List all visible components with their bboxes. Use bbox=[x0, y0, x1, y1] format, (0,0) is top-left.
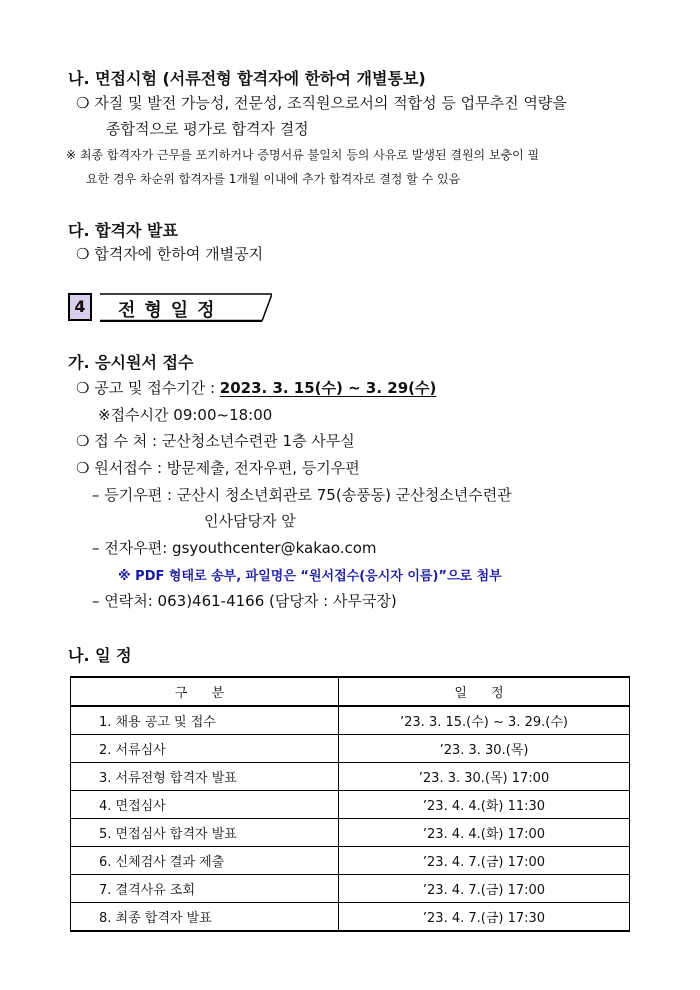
application-place: ❍ 접 수 처 : 군산청소년수련관 1층 사무실 bbox=[76, 432, 355, 450]
row-category: 8. 최종 합격자 발표 bbox=[71, 903, 339, 932]
interview-note-line1: ※ 최종 합격자가 근무를 포기하거나 증명서류 불일치 등의 사유로 발생된 결원의 보충이 필 bbox=[66, 148, 540, 162]
row-date: ’23. 4. 7.(금) 17:00 bbox=[339, 847, 630, 875]
table-row bbox=[71, 735, 630, 763]
email-line: – 전자우편: gsyouthcenter@kakao.com bbox=[92, 539, 377, 557]
table-row bbox=[71, 819, 630, 847]
row-date: ’23. 3. 30.(목) bbox=[339, 735, 630, 763]
row-date: ’23. 4. 4.(화) 11:30 bbox=[339, 791, 630, 819]
interview-note-line2: 요한 경우 차순위 합격자를 1개월 이내에 추가 합격자로 결정 할 수 있음 bbox=[86, 172, 461, 186]
row-category: 1. 채용 공고 및 접수 bbox=[71, 706, 339, 735]
header-category: 구 분 bbox=[71, 677, 339, 706]
row-date: ’23. 3. 30.(목) 17:00 bbox=[339, 763, 630, 791]
row-category: 4. 면접심사 bbox=[71, 791, 339, 819]
row-category: 2. 서류심사 bbox=[71, 735, 339, 763]
contact-line: – 연락처: 063)461-4166 (담당자 : 사무국장) bbox=[92, 592, 397, 610]
interview-bullet-line1: ❍ 자질 및 발전 가능성, 전문성, 조직원으로서의 적합성 등 업무추진 역량을 bbox=[76, 94, 567, 112]
row-date: ’23. 4. 4.(화) 17:00 bbox=[339, 819, 630, 847]
table-row bbox=[71, 706, 630, 735]
interview-bullet-line2: 종합적으로 평가로 합격자 결정 bbox=[106, 120, 309, 138]
row-date: ’23. 3. 15.(수) ~ 3. 29.(수) bbox=[339, 706, 630, 735]
application-method: ❍ 원서접수 : 방문제출, 전자우편, 등기우편 bbox=[76, 459, 360, 477]
header-schedule: 일 정 bbox=[339, 677, 630, 706]
table-row bbox=[71, 875, 630, 903]
application-period-value: 2023. 3. 15(수) ~ 3. 29(수) bbox=[219, 379, 437, 397]
registered-mail-line2: 인사담당자 앞 bbox=[204, 512, 296, 530]
row-category: 6. 신체검사 결과 제출 bbox=[71, 847, 339, 875]
row-category: 3. 서류전형 합격자 발표 bbox=[71, 763, 339, 791]
announcement-bullet: ❍ 합격자에 한하여 개별공지 bbox=[76, 245, 264, 263]
section-heading-schedule: 나. 일 정 bbox=[68, 646, 132, 665]
row-category: 7. 결격사유 조회 bbox=[71, 875, 339, 903]
section-number-box: 4 bbox=[68, 293, 92, 321]
section-title: 전형일정 bbox=[118, 300, 224, 321]
table-header-row bbox=[71, 677, 630, 706]
registered-mail-line1: – 등기우편 : 군산시 청소년회관로 75(송풍동) 군산청소년수련관 bbox=[92, 486, 512, 504]
section-heading-announcement: 다. 합격자 발표 bbox=[68, 221, 178, 240]
table-row bbox=[71, 903, 630, 932]
email-note: ※ PDF 형태로 송부, 파일명은 “원서접수(응시자 이름)”으로 첨부 bbox=[118, 569, 502, 584]
row-date: ’23. 4. 7.(금) 17:30 bbox=[339, 903, 630, 932]
row-date: ’23. 4. 7.(금) 17:00 bbox=[339, 875, 630, 903]
table-row bbox=[71, 763, 630, 791]
application-hours: ※접수시간 09:00~18:00 bbox=[98, 406, 273, 424]
schedule-table bbox=[70, 676, 630, 932]
section-heading-interview: 나. 면접시험 (서류전형 합격자에 한하여 개별통보) bbox=[68, 69, 426, 88]
row-category: 5. 면접심사 합격자 발표 bbox=[71, 819, 339, 847]
table-row bbox=[71, 791, 630, 819]
section-heading-application: 가. 응시원서 접수 bbox=[68, 353, 194, 372]
application-period bbox=[76, 377, 436, 398]
table-row bbox=[71, 847, 630, 875]
application-period-label: ❍ 공고 및 접수기간 : bbox=[76, 379, 220, 397]
